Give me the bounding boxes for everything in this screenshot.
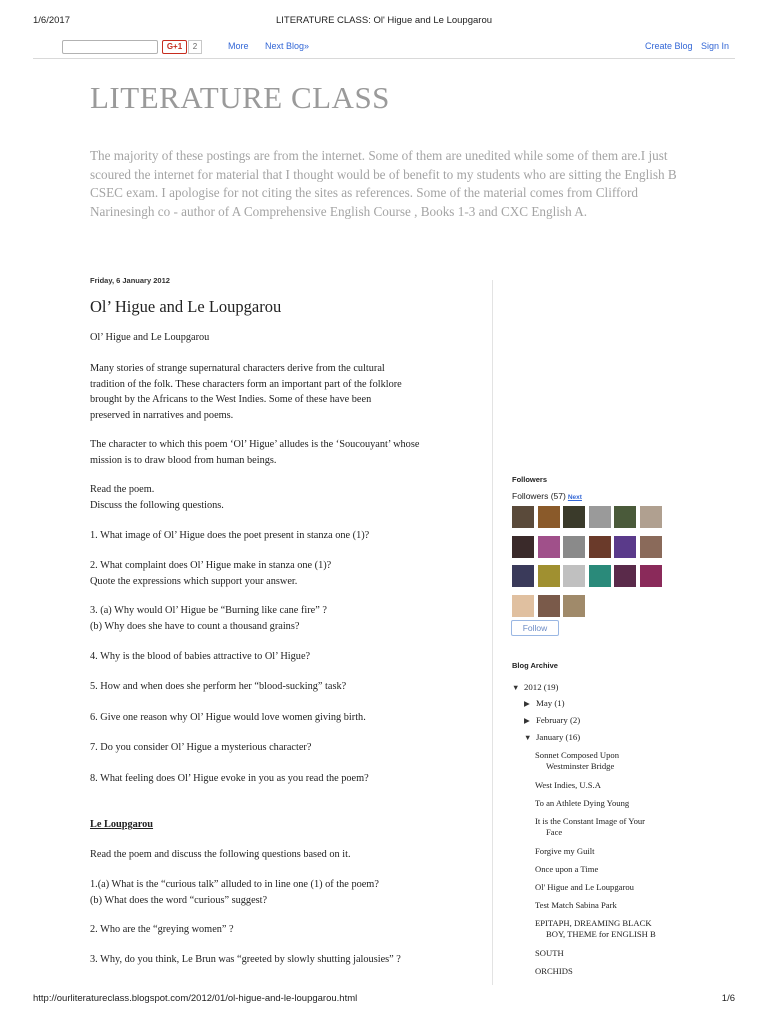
follow-button[interactable]: Follow [511, 620, 559, 636]
archive-post-line[interactable]: West Indies, U.S.A [535, 780, 601, 790]
next-blog-link[interactable]: Next Blog» [265, 41, 310, 51]
archive-post-line[interactable]: Test Match Sabina Park [535, 900, 617, 910]
follower-avatar[interactable] [563, 536, 585, 558]
archive-post-line[interactable]: Forgive my Guilt [535, 846, 595, 856]
follower-avatar[interactable] [563, 506, 585, 528]
post-subtitle: Ol’ Higue and Le Loupgarou [90, 332, 210, 343]
archive-post-line[interactable]: BOY, THEME for ENGLISH B [546, 928, 656, 939]
follower-avatar[interactable] [512, 565, 534, 587]
print-page-number: 1/6 [721, 993, 735, 1004]
archive-month-label[interactable]: May (1) [536, 698, 565, 708]
archive-post-link[interactable] [535, 864, 675, 875]
archive-post-line[interactable]: To an Athlete Dying Young [535, 798, 630, 808]
follower-avatar[interactable] [640, 536, 662, 558]
sign-in-link[interactable]: Sign In [701, 41, 730, 51]
follower-avatar[interactable] [512, 595, 534, 617]
question-item: 2. Who are the “greying women” ? [90, 924, 234, 935]
question-item: 7. Do you consider Ol’ Higue a mysterious character? [90, 742, 312, 753]
archive-post-line[interactable]: Sonnet Composed Upon [535, 750, 620, 760]
archive-post-line[interactable]: It is the Constant Image of Your [535, 816, 646, 826]
print-footer [0, 993, 768, 1007]
archive-post-link[interactable] [535, 966, 675, 977]
follower-avatar[interactable] [538, 506, 560, 528]
next-followers-link[interactable]: Next [567, 494, 582, 501]
follower-avatar[interactable] [512, 536, 534, 558]
follower-avatar[interactable] [614, 506, 636, 528]
question-item: 3. (a) Why would Ol’ Higue be “Burning like cane fire” ? (b) Why does she have to count a thousand grains? [90, 605, 327, 632]
archive-month-label[interactable]: January (16) [536, 732, 581, 742]
print-date: 1/6/2017 [33, 15, 70, 26]
archive-year-label[interactable]: 2012 (19) [524, 682, 559, 692]
follower-avatar[interactable] [512, 506, 534, 528]
archive-month-label[interactable]: February (2) [536, 715, 581, 725]
expand-triangle-icon[interactable]: ▶ [524, 716, 530, 725]
google-plus-count: 2 [188, 40, 202, 54]
archive-post-line[interactable]: Ol' Higue and Le Loupgarou [535, 882, 634, 892]
archive-post-line[interactable]: SOUTH [535, 948, 564, 958]
archive-post-link[interactable] [535, 948, 675, 959]
collapse-triangle-icon[interactable]: ▼ [524, 733, 532, 742]
collapse-triangle-icon[interactable]: ▼ [512, 683, 520, 692]
archive-post-link[interactable] [535, 798, 675, 809]
section-heading: Le Loupgarou [90, 819, 154, 830]
archive-post-link[interactable] [535, 918, 675, 939]
google-plus-button[interactable]: G+1 [162, 40, 187, 54]
follower-avatar[interactable] [589, 536, 611, 558]
question-item: 1.(a) What is the “curious talk” alluded to in line one (1) of the poem? (b) What does the word “curious” suggest? [90, 879, 379, 906]
question-item: 4. Why is the blood of babies attractive to Ol’ Higue? [90, 651, 311, 662]
archive-post-line[interactable]: EPITAPH, DREAMING BLACK [535, 918, 652, 928]
more-link[interactable]: More [228, 41, 249, 51]
follower-avatar[interactable] [538, 536, 560, 558]
archive-post-link[interactable] [535, 882, 675, 893]
follower-avatar[interactable] [538, 595, 560, 617]
create-blog-link[interactable]: Create Blog [645, 41, 693, 51]
archive-post-link[interactable] [535, 846, 675, 857]
print-title: LITERATURE CLASS: Ol' Higue and Le Loupgarou [275, 15, 493, 26]
question-item: 5. How and when does she perform her “blood-sucking” task? [90, 681, 347, 692]
question-item: 1. What image of Ol’ Higue does the poet present in stanza one (1)? [90, 530, 370, 541]
blog-description: The majority of these postings are from the internet. Some of them are unedited while some of them are.I just scoured the internet for material that I thought would be of benefit to my students who are sitting the English B CSEC exam. I apologise for not citing the sites as references. Some of the material comes from Clifford Narinesingh co - author of A Comprehensive English Course , Books 1-3 and CXC English A. [90, 148, 677, 219]
post-paragraph: Read the poem. Discuss the following questions. [90, 484, 224, 511]
follower-avatar[interactable] [538, 565, 560, 587]
blog-title[interactable]: LITERATURE CLASS [90, 80, 390, 115]
follower-avatar[interactable] [640, 506, 662, 528]
post-paragraph: The character to which this poem ‘Ol’ Higue’ alludes is the ‘Soucouyant’ whose mission is to draw blood from human beings. [90, 439, 420, 466]
question-item: 2. What complaint does Ol’ Higue make in stanza one (1)? Quote the expressions which support your answer. [90, 560, 332, 587]
archive-post-line[interactable]: Face [546, 826, 563, 837]
blog-archive-heading: Blog Archive [512, 661, 558, 670]
follower-avatar[interactable] [640, 565, 662, 587]
archive-post-link[interactable] [535, 750, 675, 771]
follower-avatar[interactable] [563, 565, 585, 587]
archive-post-line[interactable]: ORCHIDS [535, 966, 573, 976]
archive-post-link[interactable] [535, 780, 675, 791]
archive-post-link[interactable] [535, 900, 675, 911]
followers-count-label: Followers (57) [512, 491, 566, 501]
follower-avatar[interactable] [614, 536, 636, 558]
archive-post-line[interactable]: Westminster Bridge [546, 760, 615, 771]
archive-month-may[interactable] [524, 698, 565, 708]
post-paragraph: Many stories of strange supernatural characters derive from the cultural tradition of the folk. These characters form an important part of the folklore brought by the Africans to the West Indies. Some of these have been preserved in narratives and poems. [90, 363, 402, 421]
post-paragraph: Read the poem and discuss the following questions based on it. [90, 849, 351, 860]
expand-triangle-icon[interactable]: ▶ [524, 699, 530, 708]
question-item: 3. Why, do you think, Le Brun was “greeted by slowly shutting jalousies” ? [90, 954, 401, 965]
question-item: 6. Give one reason why Ol’ Higue would love women giving birth. [90, 712, 366, 723]
archive-year-2012[interactable] [512, 682, 558, 692]
follower-avatar[interactable] [563, 595, 585, 617]
blogger-navbar [33, 36, 735, 59]
followers-count [512, 491, 582, 501]
search-input[interactable] [62, 40, 158, 54]
question-item: 8. What feeling does Ol’ Higue evoke in you as you read the poem? [90, 773, 369, 784]
archive-post-link[interactable] [535, 816, 675, 837]
post-date: Friday, 6 January 2012 [90, 276, 170, 285]
archive-post-line[interactable]: Once upon a Time [535, 864, 599, 874]
post-title[interactable]: Ol’ Higue and Le Loupgarou [90, 297, 282, 316]
sidebar-divider [492, 280, 493, 985]
print-url: http://ourliteratureclass.blogspot.com/2012/01/ol-higue-and-le-loupgarou.html [33, 993, 358, 1004]
archive-month-january[interactable] [524, 732, 580, 742]
follower-avatar[interactable] [614, 565, 636, 587]
followers-heading: Followers [512, 475, 548, 484]
follower-avatar[interactable] [589, 565, 611, 587]
print-header [0, 15, 768, 29]
follower-avatar[interactable] [589, 506, 611, 528]
archive-month-february[interactable] [524, 715, 580, 725]
